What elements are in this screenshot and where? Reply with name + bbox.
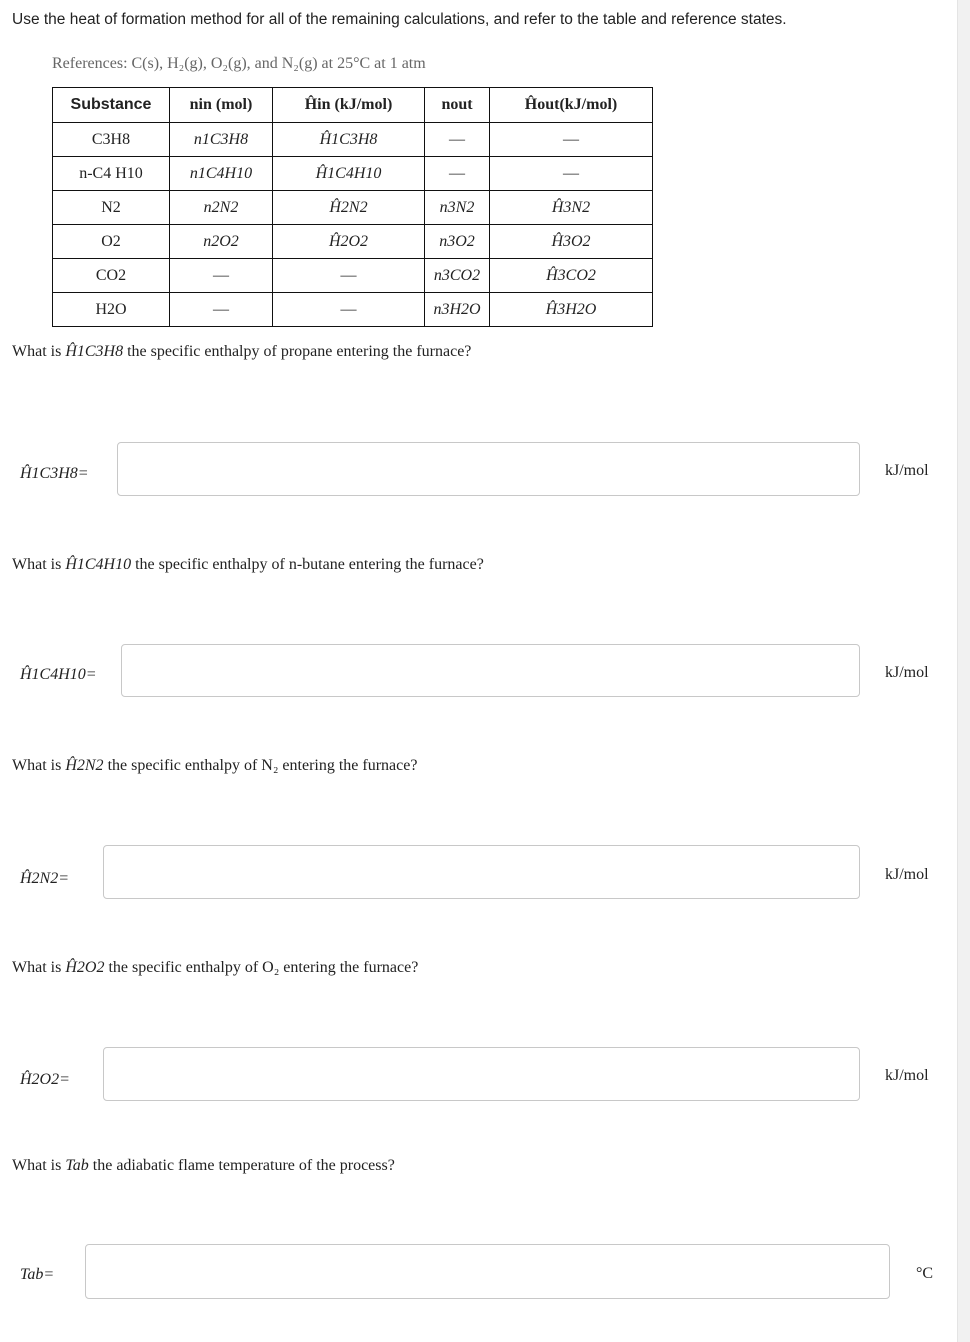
cell-n-in: —	[170, 293, 273, 327]
oxygen-enthalpy-input[interactable]	[103, 1047, 860, 1101]
table-header-row	[53, 88, 653, 123]
table-row	[53, 293, 653, 327]
unit-label: kJ/mol	[885, 866, 929, 883]
cell-h-in: —	[273, 293, 425, 327]
cell-n-out: n3O2	[425, 225, 490, 259]
vertical-scrollbar[interactable]	[957, 0, 970, 1342]
cell-substance: N2	[53, 191, 170, 225]
table-row	[53, 225, 653, 259]
cell-n-in: —	[170, 259, 273, 293]
cell-substance: CO2	[53, 259, 170, 293]
answer-label-butane: Ĥ1C4H10=	[20, 666, 97, 683]
header-substance: Substance	[53, 88, 170, 123]
stream-table	[52, 87, 653, 327]
question-symbol: Tab	[65, 1157, 89, 1174]
answer-label-propane: Ĥ1C3H8=	[20, 465, 89, 482]
cell-h-in: Ĥ2N2	[273, 191, 425, 225]
cell-h-out: Ĥ3O2	[490, 225, 653, 259]
table-row	[53, 191, 653, 225]
header-n-out: nout	[425, 88, 490, 123]
cell-h-out: —	[490, 157, 653, 191]
nitrogen-enthalpy-input[interactable]	[103, 845, 860, 899]
cell-n-in: n1C4H10	[170, 157, 273, 191]
question-propane: What is Ĥ1C3H8 the specific enthalpy of propane entering the furnace?	[12, 343, 472, 360]
unit-label: °C	[916, 1265, 934, 1282]
cell-substance: H2O	[53, 293, 170, 327]
cell-substance: O2	[53, 225, 170, 259]
cell-substance: C3H8	[53, 123, 170, 157]
cell-n-in: n1C3H8	[170, 123, 273, 157]
cell-h-out: Ĥ3N2	[490, 191, 653, 225]
cell-n-out: n3H2O	[425, 293, 490, 327]
table-row	[53, 123, 653, 157]
cell-h-in: Ĥ2O2	[273, 225, 425, 259]
reference-states-text: References: C(s), H₂(g), O₂(g), and N₂(g) at 25°C at 1 atm	[52, 55, 426, 72]
flame-temperature-input[interactable]	[85, 1244, 890, 1299]
unit-label: kJ/mol	[885, 1067, 929, 1084]
cell-n-out: n3CO2	[425, 259, 490, 293]
cell-n-out: —	[425, 123, 490, 157]
question-oxygen: What is Ĥ2O2 the specific enthalpy of O₂ entering the furnace?	[12, 959, 419, 976]
table-row	[53, 259, 653, 293]
cell-n-in: n2N2	[170, 191, 273, 225]
question-symbol: Ĥ1C4H10	[65, 556, 132, 573]
propane-enthalpy-input[interactable]	[117, 442, 860, 496]
cell-h-out: —	[490, 123, 653, 157]
answer-label-oxygen: Ĥ2O2=	[20, 1071, 70, 1088]
cell-h-out: Ĥ3CO2	[490, 259, 653, 293]
table-row	[53, 157, 653, 191]
header-h-out: Ĥout(kJ/mol)	[490, 88, 653, 123]
answer-label-flame-temperature: Tab=	[20, 1266, 55, 1283]
butane-enthalpy-input[interactable]	[121, 644, 860, 697]
question-symbol: Ĥ2O2	[65, 959, 105, 976]
instructions-text: Use the heat of formation method for all of the remaining calculations, and refer to the table and reference states.	[12, 11, 787, 28]
cell-h-in: Ĥ1C3H8	[273, 123, 425, 157]
question-symbol: Ĥ2N2	[65, 757, 104, 774]
cell-h-in: Ĥ1C4H10	[273, 157, 425, 191]
cell-n-in: n2O2	[170, 225, 273, 259]
question-nitrogen: What is Ĥ2N2 the specific enthalpy of N₂ entering the furnace?	[12, 757, 418, 774]
unit-label: kJ/mol	[885, 664, 929, 681]
answer-label-nitrogen: Ĥ2N2=	[20, 870, 70, 887]
header-h-in: Ĥin (kJ/mol)	[273, 88, 425, 123]
question-butane: What is Ĥ1C4H10 the specific enthalpy of n-butane entering the furnace?	[12, 556, 484, 573]
cell-substance: n-C4 H10	[53, 157, 170, 191]
cell-h-out: Ĥ3H2O	[490, 293, 653, 327]
question-flame-temperature: What is Tab the adiabatic flame temperature of the process?	[12, 1157, 395, 1174]
question-symbol: Ĥ1C3H8	[65, 343, 124, 360]
cell-n-out: n3N2	[425, 191, 490, 225]
cell-n-out: —	[425, 157, 490, 191]
unit-label: kJ/mol	[885, 462, 929, 479]
cell-h-in: —	[273, 259, 425, 293]
header-n-in: nin (mol)	[170, 88, 273, 123]
